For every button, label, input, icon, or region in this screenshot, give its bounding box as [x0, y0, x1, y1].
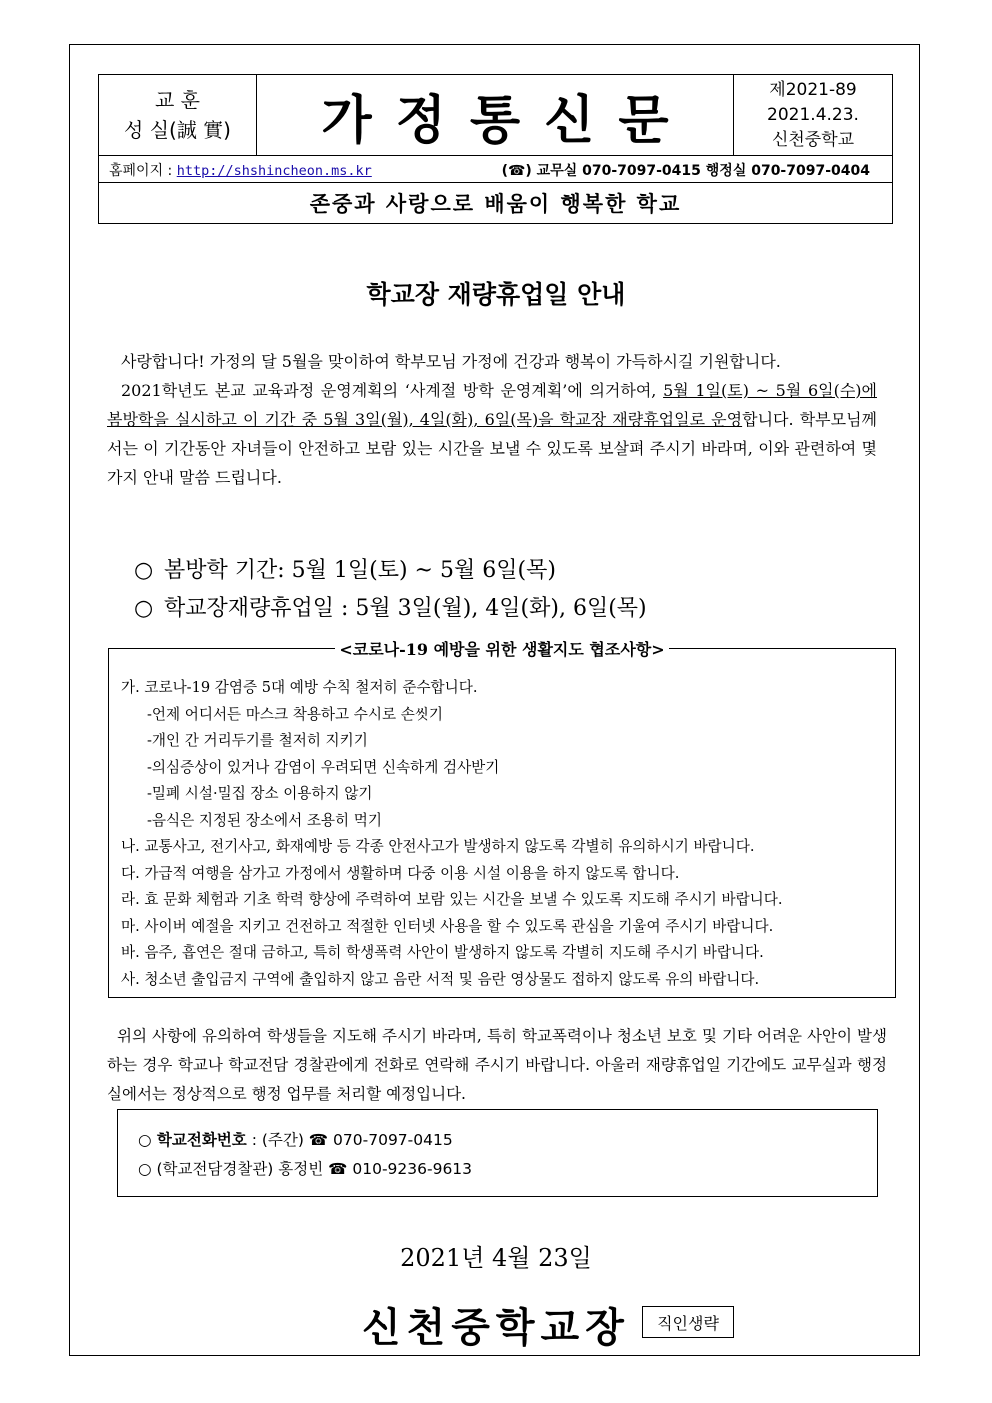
principal-signature: 신천중학교장 [362, 1305, 630, 1351]
covid-guidance-box [108, 640, 896, 998]
list-item: -음식은 지정된 장소에서 조용히 먹기 [147, 811, 382, 829]
list-item: 가. 코로나-19 감염증 5대 예방 수칙 철저히 준수합니다. [121, 679, 478, 696]
police-phone: ○ (학교전담경찰관) 홍정빈 ☎ 010-9236-9613 [138, 1160, 473, 1178]
list-item: 다. 가급적 여행을 삼가고 가정에서 생활하며 다중 이용 시설 이용을 하지 않도록 합니다. [121, 864, 680, 882]
homepage-link[interactable]: http://shshincheon.ms.kr [176, 163, 372, 179]
bullet-discretionary-holiday: ○ 학교장재량휴업일 : 5월 3일(월), 4일(화), 6일(목) [134, 596, 647, 621]
list-item: -언제 어디서든 마스크 착용하고 수시로 손씻기 [147, 705, 443, 723]
intro-paragraphs [107, 347, 877, 492]
issue-date: 2021.4.23. [767, 104, 859, 125]
contact-bar [99, 155, 892, 183]
newsletter-title: 가정통신문 [257, 75, 734, 155]
school-name: 신천중학교 [771, 129, 855, 150]
intro-notice: 2021학년도 본교 교육과정 운영계획의 ‘사계절 방학 운영계획’에 의거하여, 5월 1일(토) ~ 5월 6일(수)에 봄방학을 실시하고 이 기간 중 5월 3일(월), 4일(화), 6일(목)을 학교장 재량휴업일로 운영합니다. 학부모님께서는 이 기간동안 자녀들이 안전하고 보람 있는 시간을 보낼 수 있도록 보살펴 주시기 바라며, 이와 관련하여 몇 가지 안내 말씀 드립니다. [107, 381, 877, 487]
homepage [109, 160, 372, 180]
intro-greeting: 사랑합니다! 가정의 달 5월을 맞이하여 학부모님 가정에 건강과 행복이 가득하시길 기원합니다. [121, 352, 781, 371]
issue-info [734, 75, 892, 155]
list-item: 사. 청소년 출입금지 구역에 출입하지 않고 음란 서적 및 음란 영상물도 접하지 않도록 유의 바랍니다. [121, 970, 760, 988]
list-item: 라. 효 문화 체험과 기초 학력 향상에 주력하여 보람 있는 시간을 보낼 수 있도록 지도해 주시기 바랍니다. [121, 891, 783, 908]
homepage-label: 홈페이지 : [109, 163, 173, 179]
list-item: 마. 사이버 예절을 지키고 건전하고 적절한 인터넷 사용을 할 수 있도록 관심을 기울여 주시기 바랍니다. [121, 917, 774, 935]
list-item: -개인 간 거리두기를 철저히 지키기 [147, 732, 368, 749]
phone-contacts: (☎) 교무실 070-7097-0415 행정실 070-7097-0404 [501, 163, 870, 179]
motto-value: 성 실(誠 實) [124, 118, 231, 142]
school-motto [99, 75, 257, 155]
list-item: -의심증상이 있거나 감염이 우려되면 신속하게 검사받기 [147, 758, 500, 776]
issue-number: 제2021-89 [769, 79, 857, 100]
motto-label: 교 훈 [155, 88, 200, 112]
holiday-period-underlined: 5월 1일(토) ~ 5월 6일(수)에 봄방학을 실시하고 이 기간 중 5월 3일(월), 4일(화), 6일(목)을 학교장 재량휴업일로 운영 [107, 381, 877, 429]
school-phone: ○ 학교전화번호 : (주간) ☎ 070-7097-0415 [138, 1131, 453, 1149]
bullet-spring-break: ○ 봄방학 기간: 5월 1일(토) ~ 5월 6일(목) [134, 558, 556, 583]
list-item: -밀폐 시설·밀집 장소 이용하지 않기 [147, 785, 373, 802]
newsletter-header [98, 74, 893, 224]
schedule-bullets [134, 552, 647, 628]
seal-omitted-badge: 직인생략 [642, 1306, 734, 1338]
phone-info-box [117, 1109, 878, 1197]
covid-guidance-title: <코로나-19 예방을 위한 생활지도 협조사항> [335, 640, 668, 659]
school-slogan: 존중과 사랑으로 배움이 행복한 학교 [309, 192, 682, 216]
closing-paragraph: 위의 사항에 유의하여 학생들을 지도해 주시기 바라며, 특히 학교폭력이나 청소년 보호 및 기타 어려운 사안이 발생하는 경우 학교나 학교전담 경찰관에게 전화로 연락해 주시기 바랍니다. 아울러 재량휴업일 기간에도 교무실과 행정실에서는 정상적으로 행정 업무를 처리할 예정입니다. [107, 1027, 887, 1103]
list-item: 바. 음주, 흡연은 절대 금하고, 특히 학생폭력 사안이 발생하지 않도록 각별히 지도해 주시기 바랍니다. [121, 944, 764, 961]
covid-guidance-list [121, 675, 885, 993]
list-item: 나. 교통사고, 전기사고, 화재예방 등 각종 안전사고가 발생하지 않도록 각별히 유의하시기 바랍니다. [121, 838, 755, 855]
signature-date: 2021년 4월 23일 [400, 1244, 592, 1272]
document-title: 학교장 재량휴업일 안내 [366, 280, 626, 309]
